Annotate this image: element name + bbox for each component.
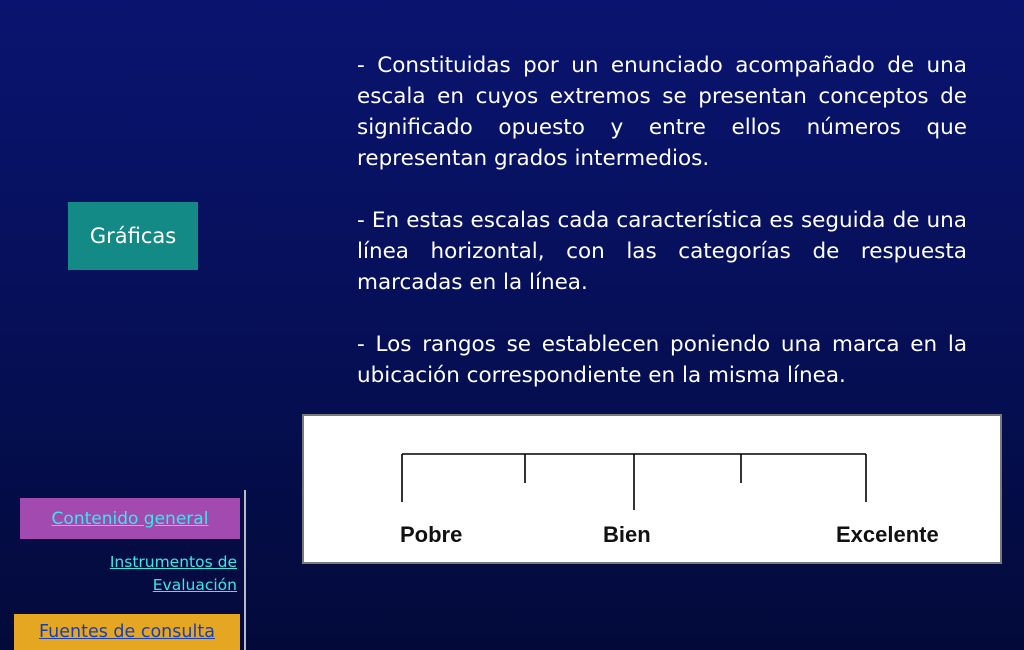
scale-label-low: Pobre [400,522,463,547]
paragraph-3: - Los rangos se establecen poniendo una marca en la ubicación correspondiente en la misma línea. [357,332,967,388]
rating-scale-figure [302,414,1002,564]
paragraph-1: - Constituidas por un enunciado acompañado de una escala en cuyos extremos se presentan conceptos de significado opuesto y entre ellos números que representan grados intermedios. [357,53,967,171]
scale-label-high: Excelente [836,522,939,547]
content-text [357,50,967,391]
section-title-badge [68,202,198,270]
nav-instrumentos-link[interactable] [40,551,237,597]
nav-instrumentos-line1[interactable]: Instrumentos de [109,553,237,571]
paragraph-2: - En estas escalas cada característica es seguida de una línea horizontal, con las categorías de respuesta marcadas en la línea. [357,208,967,295]
section-title: Gráficas [89,224,177,248]
rating-scale-diagram [304,416,1000,562]
nav-fuentes-consulta-link[interactable]: Fuentes de consulta [39,622,215,642]
nav-contenido-general-link[interactable]: Contenido general [51,508,209,529]
nav-contenido-general[interactable] [20,498,240,539]
scale-label-mid: Bien [603,522,651,547]
nav-instrumentos-line2[interactable]: Evaluación [152,576,237,594]
nav-divider [244,490,246,650]
nav-fuentes-consulta[interactable] [14,614,240,650]
